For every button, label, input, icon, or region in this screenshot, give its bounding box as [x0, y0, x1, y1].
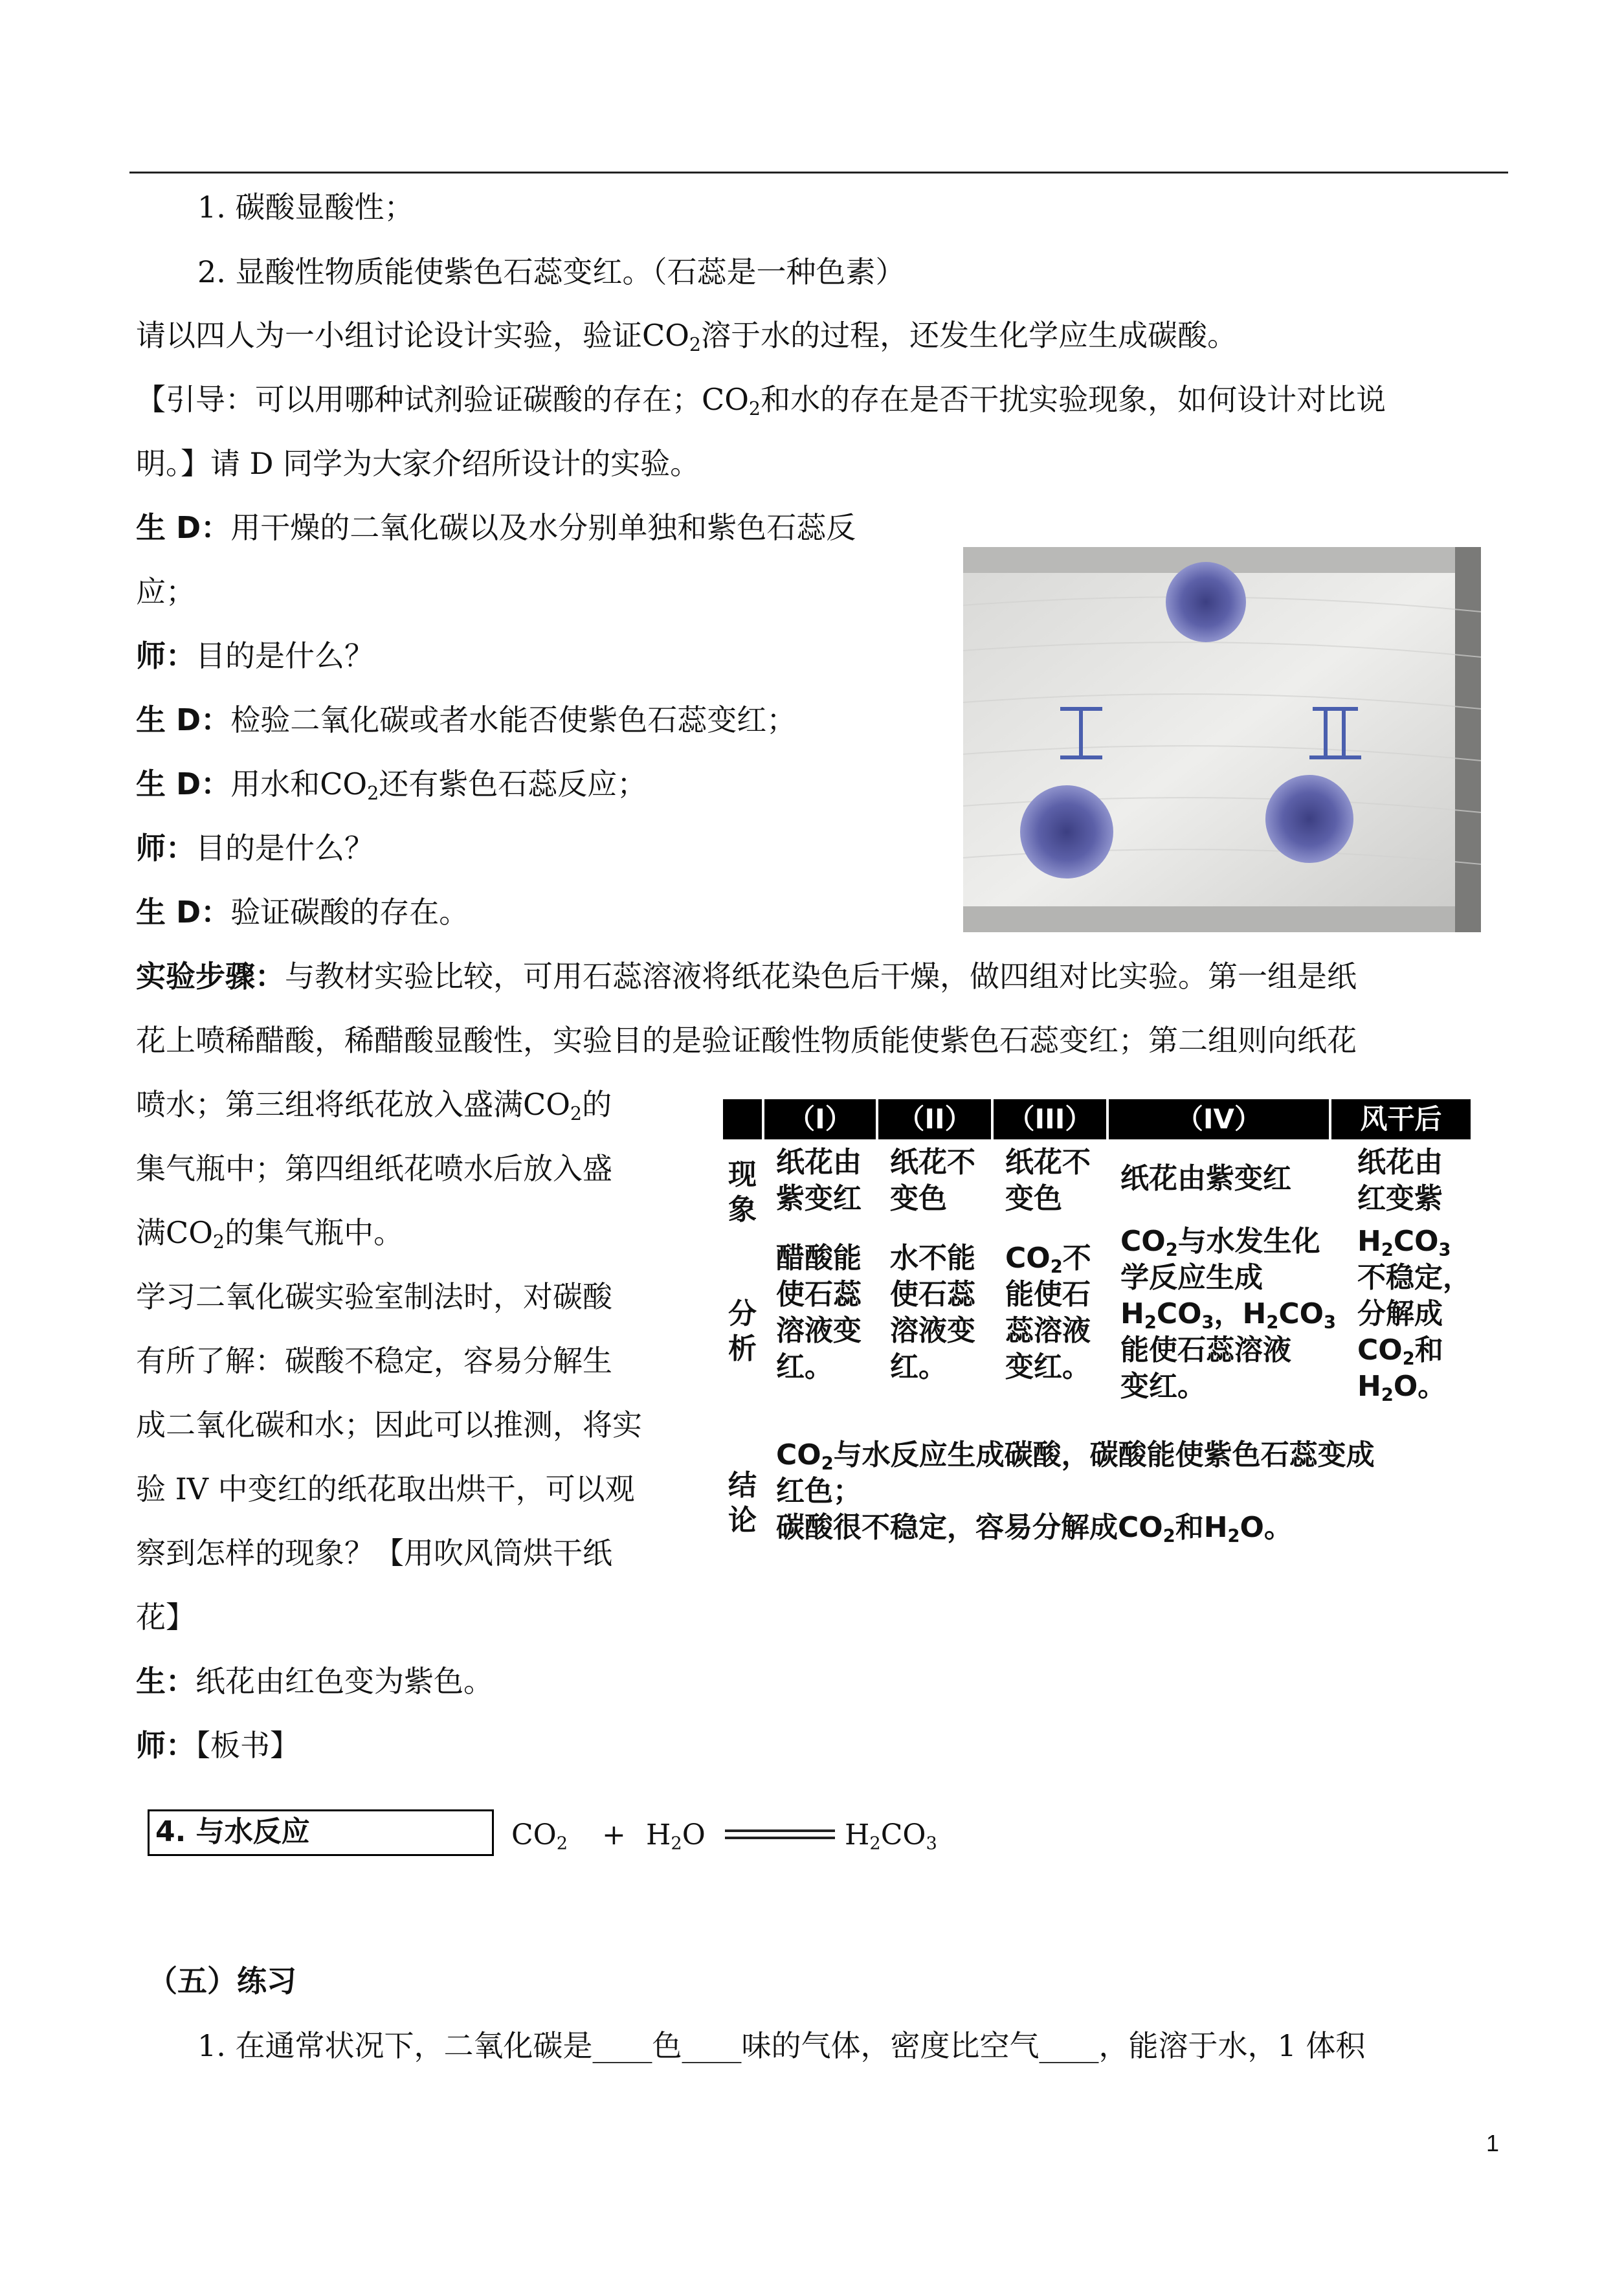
list-item-2: 2. 显酸性物质能使紫色石蕊变红。（石蕊是一种色素）	[197, 254, 906, 289]
dialog-line-4: 生 D：用水和$CO_2$还有紫色石蕊反应；	[136, 766, 647, 804]
dialog-line-6: 生 D：验证碳酸的存在。	[136, 895, 469, 930]
table-header-1: （I）	[764, 1099, 876, 1139]
page-number: 1	[1486, 2130, 1500, 2156]
flower-left	[1020, 785, 1113, 878]
cell-phenomenon-4: 纸花由紫变红	[1120, 1162, 1291, 1195]
review-line-3: 成二氧化碳和水；因此可以推测，将实	[136, 1407, 642, 1442]
exercise-1: 1. 在通常状况下，二氧化碳是____色____味的气体，密度比空气____，能溶于水，1 体积	[197, 2028, 1366, 2063]
flower-right	[1265, 775, 1353, 863]
steps-line-2: 花上喷稀醋酸，稀醋酸显酸性，实验目的是验证酸性物质能使紫色石蕊变红；第二组则向纸花	[136, 1023, 1357, 1058]
cell-analysis-3: $CO_2$不 能使石 蕊溶液 变红。	[1005, 1242, 1091, 1383]
experiment-table	[723, 1099, 1500, 1598]
cell-analysis-4: $CO_2$与水发生化 学反应生成 $H_2CO_3$，$H_2CO_3$ 能使石蕊溶液 变红。	[1120, 1225, 1336, 1403]
table-header-3: （III）	[994, 1099, 1106, 1139]
cell-analysis-2: 水不能 使石蕊 溶液变 红。	[890, 1242, 975, 1383]
row-head-analysis: 分 析	[728, 1297, 757, 1365]
review-line-5: 察到怎样的现象？【用吹风筒烘干纸	[136, 1536, 612, 1571]
table-header-4: （IV）	[1109, 1099, 1329, 1139]
review-line-2: 有所了解：碳酸不稳定，容易分解生	[136, 1343, 612, 1378]
cell-phenomenon-3: 纸花不 变色	[1005, 1146, 1091, 1215]
cell-conclusion: $CO_2$与水反应生成碳酸，碳酸能使紫色石蕊变成 红色； 碳酸很不稳定，容易分解成$CO_2$和$H_2O$。	[776, 1438, 1375, 1547]
table-header-blank	[723, 1099, 762, 1139]
board-line: 师：【板书】	[136, 1728, 300, 1763]
row-head-phenomenon: 现 象	[728, 1158, 757, 1226]
steps-line-4: 集气瓶中；第四组纸花喷水后放入盛	[136, 1151, 612, 1186]
header-rule	[129, 172, 1508, 173]
formula-h2co3: $H_2CO_3$	[845, 1818, 937, 1854]
cell-phenomenon-2: 纸花不 变色	[890, 1146, 975, 1215]
review-line-1: 学习二氧化碳实验室制法时，对碳酸	[136, 1279, 612, 1314]
cell-phenomenon-5: 纸花由 红变紫	[1357, 1146, 1443, 1215]
cell-phenomenon-1: 纸花由 紫变红	[776, 1146, 862, 1215]
review-line-4: 验 IV 中变红的纸花取出烘干，可以观	[136, 1471, 635, 1506]
row-head-conclusion: 结 论	[728, 1469, 757, 1537]
cell-analysis-5: $H_2CO_3$ 不稳定， 分解成 $CO_2$和 $H_2O$。	[1357, 1225, 1471, 1405]
dialog-line-5: 师：目的是什么？	[136, 831, 374, 866]
guide-line-2: 明。】请 D 同学为大家介绍所设计的实验。	[136, 446, 700, 481]
formula-label: 4. 与水反应	[155, 1815, 310, 1848]
table-header-5: 风干后	[1331, 1099, 1471, 1139]
photo-label-right: II	[1329, 741, 1330, 742]
photo-label-left: I	[1074, 741, 1075, 742]
list-item-1: 1. 碳酸显酸性；	[197, 190, 414, 225]
section-title: （五）练习	[148, 1963, 296, 1998]
equals-sign	[725, 1829, 835, 1840]
table-header-2: （II）	[878, 1099, 991, 1139]
dialog-line-1-cont: 应；	[136, 574, 195, 609]
flower-top	[1166, 562, 1246, 642]
answer-line: 生：纸花由红色变为紫色。	[136, 1664, 493, 1699]
dialog-line-2: 师：目的是什么？	[136, 638, 374, 673]
steps-line-5: 满$CO_2$的集气瓶中。	[136, 1215, 404, 1253]
intro-paragraph: 请以四人为一小组讨论设计实验，验证$CO_2$溶于水的过程，还发生化学应生成碳酸。	[136, 318, 1238, 355]
dialog-line-1: 生 D：用干燥的二氧化碳以及水分别单独和紫色石蕊反	[136, 510, 856, 545]
cell-analysis-1: 醋酸能 使石蕊 溶液变 红。	[776, 1242, 862, 1383]
guide-line-1: 【引导：可以用哪种试剂验证碳酸的存在；$CO_2$和水的存在是否干扰实验现象，如何设计对比说	[136, 382, 1386, 419]
formula-plus: +	[602, 1818, 626, 1851]
experiment-photo	[963, 547, 1481, 932]
steps-line-3: 喷水；第三组将纸花放入盛满$CO_2$的	[136, 1087, 612, 1124]
steps-line-1: 实验步骤：与教材实验比较，可用石蕊溶液将纸花染色后干燥，做四组对比实验。第一组是纸	[136, 959, 1357, 994]
formula-h2o: $H_2O$	[646, 1818, 706, 1854]
dialog-line-3: 生 D：检验二氧化碳或者水能否使紫色石蕊变红；	[136, 702, 797, 737]
review-line-6: 花】	[136, 1600, 195, 1635]
formula-co2: $CO_2$	[511, 1818, 568, 1854]
